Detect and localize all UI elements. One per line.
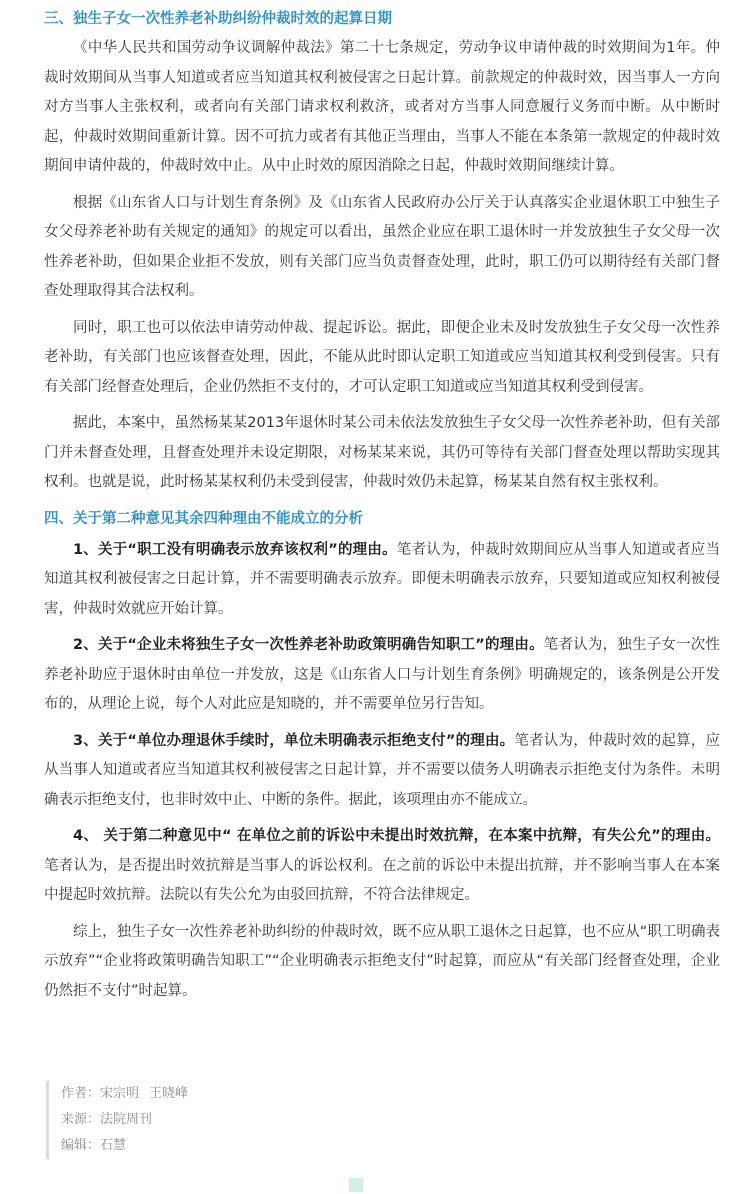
item-4-lead: 4、 关于第二种意见中“ 在单位之前的诉讼中未提出时效抗辩，在本案中抗辩，有失公允”的理由。: [73, 828, 720, 844]
item-1-body: 笔者认为，仲裁时效期间应从当事人知道或者应当知道其权利被侵害之日起计算，并不需要明确表示放弃。即便未明确表示放弃，只要知道或应知权利被侵害，仲裁时效就应开始计算。: [44, 541, 721, 617]
section-4-conclusion: 综上，独生子女一次性养老补助纠纷的仲裁时效，既不应从职工退休之日起算，也不应从“职工明确表示放弃”“企业将政策明确告知职工”“企业明确表示拒绝支付”时起算，而应从“有关部门经督查处理，企业仍然拒不支付”时起算。: [44, 923, 720, 999]
item-2-lead: 2、关于“企业未将独生子女一次性养老补助政策明确告知职工”的理由。: [73, 637, 544, 653]
section-4-item-1: [44, 536, 720, 625]
author-line: [61, 1081, 361, 1107]
item-3-lead: 3、关于“单位办理退休手续时，单位未明确表示拒绝支付”的理由。: [73, 732, 515, 749]
item-3-body: 笔者认为，仲裁时效的起算，应从当事人知道或者应当知道其权利被侵害之日起计算，并不需要以债务人明确表示拒绝支付为条件。未明确表示拒绝支付，也非时效中止、中断的条件。据此，该项理由亦不能成立。: [44, 732, 721, 808]
source-value: 法院周刊: [100, 1112, 153, 1127]
editor-line: [61, 1133, 361, 1159]
section-3-paragraph-1: 《中华人民共和国劳动争议调解仲裁法》第二十七条规定，劳动争议申请仲裁的时效期间为1年。仲裁时效期间从当事人知道或者应当知道其权利被侵害之日起计算。前款规定的仲裁时效，因当事人一方向对方当事人主张权利，或者向有关部门请求权利救济，或者对方当事人同意履行义务而中断。从中断时起，仲裁时效期间重新计算。因不可抗力或者有其他正当理由，当事人不能在本条第一款规定的仲裁时效期间申请仲裁的，仲裁时效中止。从中止时效的原因消除之日起，仲裁时效期间继续计算。: [44, 40, 720, 174]
source-label: 来源：: [61, 1112, 101, 1127]
section-4-item-2: [44, 631, 720, 720]
footer-decoration: [349, 1178, 363, 1192]
source-line: [61, 1107, 361, 1133]
section-3-paragraph-3: 同时，职工也可以依法申请劳动仲裁、提起诉讼。据此，即便企业未及时发放独生子女父母一次性养老补助，有关部门也应该督查处理，因此，不能从此时即认定职工知道或应当知道其权利受到侵害。只有有关部门经督查处理后，企业仍然拒不支付的，才可认定职工知道或应当知道其权利受到侵害。: [44, 319, 720, 395]
author-name-1: 宋宗明: [100, 1086, 140, 1101]
author-label: 作者：: [61, 1086, 101, 1101]
item-4-body: 笔者认为，是否提出时效抗辩是当事人的诉讼权利。在之前的诉讼中未提出抗辩，并不影响当事人在本案中提起时效抗辩。法院以有失公允为由驳回抗辩，不符合法律规定。: [44, 857, 720, 903]
item-2-body: 笔者认为，独生子女一次性养老补助应于退休时由单位一并发放，这是《山东省人口与计划生育条例》明确规定的，该条例是公开发布的，从理论上说，每个人对此应是知晓的，并不需要单位另行告知。: [44, 637, 720, 712]
author-name-2: 王晓峰: [149, 1086, 189, 1101]
article-meta: [46, 1081, 361, 1159]
editor-value: 石慧: [100, 1138, 127, 1153]
section-4-heading: 四、关于第二种意见其余四种理由不能成立的分析: [44, 510, 363, 527]
editor-label: 编辑：: [61, 1138, 101, 1153]
section-3-paragraph-4: 据此，本案中，虽然杨某某2013年退休时某公司未依法发放独生子女父母一次性养老补助，但有关部门并未督查处理，且督查处理并未设定期限，对杨某某来说，其仍可等待有关部门督查处理以帮助实现其权利。也就是说，此时杨某某权利仍未受到侵害，仲裁时效仍未起算，杨某某自然有权主张权利。: [44, 415, 720, 490]
section-3-paragraph-2: 根据《山东省人口与计划生育条例》及《山东省人民政府办公厅关于认真落实企业退休职工中独生子女父母养老补助有关规定的通知》的规定可以看出，虽然企业应在职工退休时一并发放独生子女父母一次性养老补助，但如果企业拒不发放，则有关部门应当负责督查处理，此时，职工仍可以期待经有关部门督查处理取得其合法权利。: [44, 194, 720, 299]
item-1-lead: 1、关于“职工没有明确表示放弃该权利”的理由。: [73, 541, 397, 558]
article-body: [44, 0, 720, 1006]
section-4-item-4: [44, 822, 720, 911]
section-3-heading: 三、独生子女一次性养老补助纠纷仲裁时效的起算日期: [44, 11, 392, 27]
section-4-item-3: [44, 727, 720, 816]
